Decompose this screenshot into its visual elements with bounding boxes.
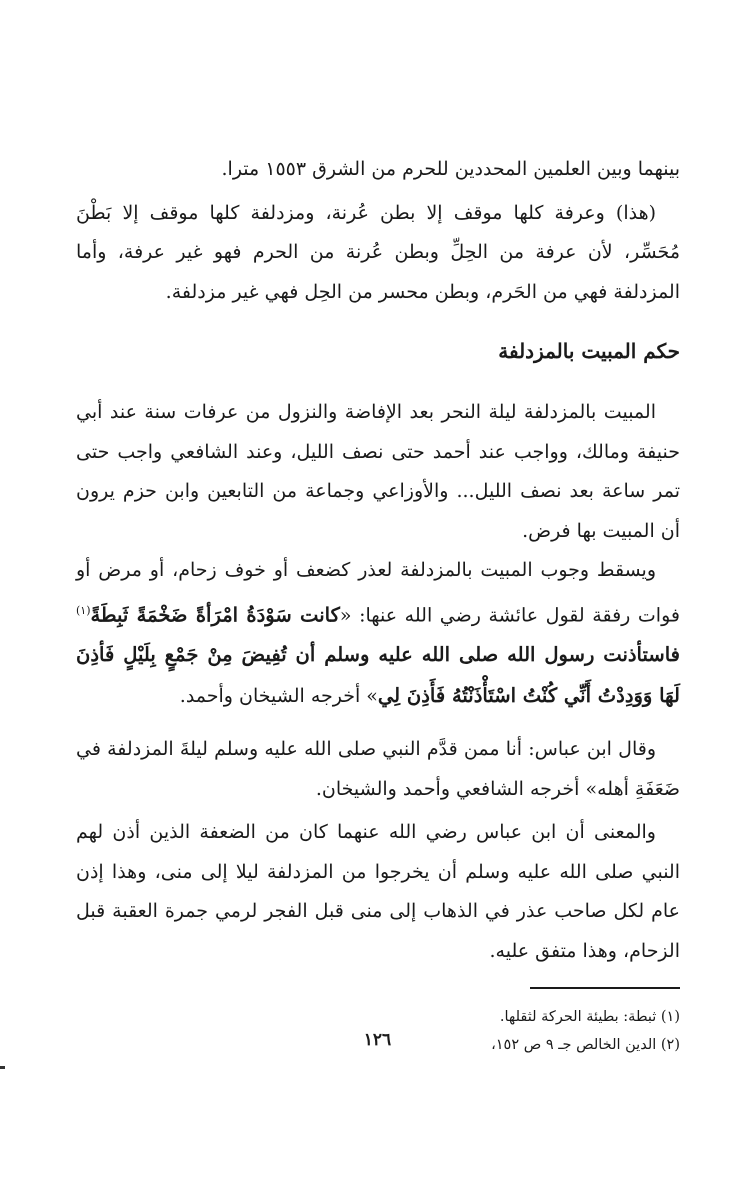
paragraph-continuation: بينهما وبين العلمين المحددين للحرم من الشرق ١٥٥٣ مترا. — [221, 158, 680, 180]
hadith-quote-b: فاستأذنت رسول الله صلى الله عليه وسلم أن تُفِيضَ مِنْ جَمْعٍ بِلَيْلٍ فَأذِنَ لَهَا وَوَدِدْتُ أَنِّي كُنْتُ اسْتَأْذَنْتُهُ فَأَذِنَ لِي — [76, 643, 680, 707]
paragraph-ibn-abbas: وقال ابن عباس: أنا ممن قدَّم النبي صلى الله عليه وسلم ليلةَ المزدلفة في ضَعَفَةِ أهله» أخرجه الشافعي وأحمد والشيخان. — [76, 738, 680, 800]
paragraph-exemption — [76, 551, 680, 716]
footnote-ref: (١) — [76, 603, 91, 617]
paragraph-meaning: والمعنى أن ابن عباس رضي الله عنهما كان من الضعفة الذين أذن لهم النبي صلى الله عليه وسلم أن يخرجوا من المزدلفة ليلا إلى منى، وهذا إذن عام لكل صاحب عذر في الذهاب إلى منى قبل الفجر لرمي جمرة العقبة قبل الزحام، وهذا متفق عليه. — [76, 821, 680, 962]
hadith-quote-a: كانت سَوْدَةُ امْرَأةً ضَخْمَةً ثَبِطَةً — [90, 602, 340, 626]
paragraph-arafah-muzdalifah: (هذا) وعرفة كلها موقف إلا بطن عُرنة، ومزدلفة كلها موقف إلا بَطْنَ مُحَسِّر، لأن عرفة من الحِلِّ وبطن عُرنة من الحرم فهو غير عرفة، وأما المزدلفة فهي من الحَرم، وبطن محسر من الحِل فهي غير مزدلفة. — [76, 201, 680, 303]
page-body — [76, 150, 680, 1059]
page-number: ١٢٦ — [363, 1030, 392, 1050]
scan-edge-mark — [0, 1066, 5, 1069]
footnote-divider — [530, 987, 680, 989]
footnote-2: (٢) الدين الخالص جـ ٩ ص ١٥٢، — [491, 1037, 680, 1054]
section-heading: حكم المبيت بالمزدلفة — [498, 339, 680, 363]
exemption-outro: » أخرجه الشيخان وأحمد. — [179, 684, 378, 707]
exemption-intro: ويسقط وجوب المبيت بالمزدلفة لعذر كضعف أو خوف زحام، أو مرض أو فوات رفقة لقول عائشة رضي الله عنها: « — [76, 559, 680, 626]
paragraph-ruling: المبيت بالمزدلفة ليلة النحر بعد الإفاضة والنزول من عرفات سنة عند أبي حنيفة ومالك، وواجب عند أحمد حتى نصف الليل، وعند الشافعي واجب حتى تمر ساعة بعد نصف الليل... والأوزاعي وجماعة من التابعين وابن حزم يرون أن المبيت بها فرض. — [76, 401, 680, 542]
footnote-1: (١) ثبطة: بطيئة الحركة لثقلها. — [499, 1009, 680, 1026]
